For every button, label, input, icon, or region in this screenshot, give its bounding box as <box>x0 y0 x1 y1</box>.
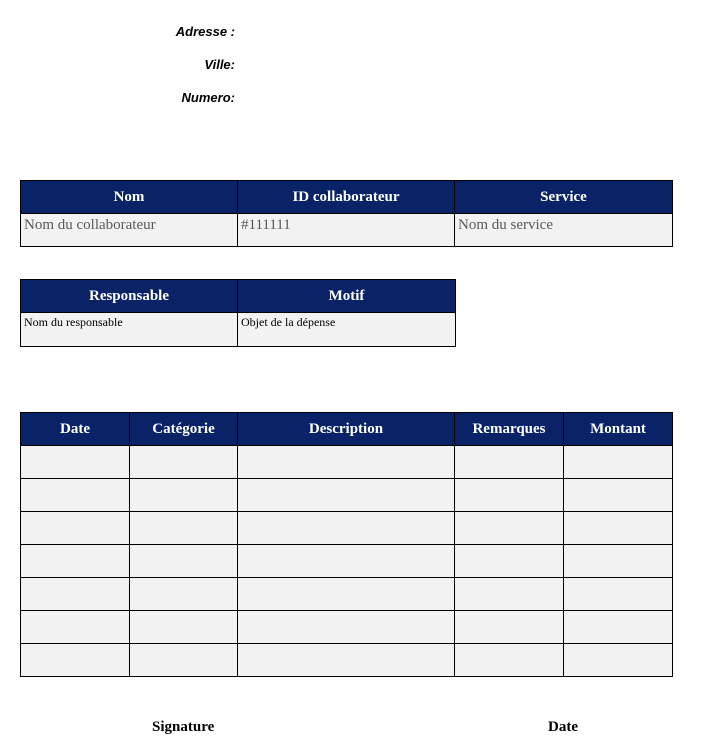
ville-label: Ville: <box>204 57 235 72</box>
header-categorie: Catégorie <box>130 413 238 446</box>
cell-montant[interactable] <box>564 611 673 644</box>
cell-categorie[interactable] <box>130 446 238 479</box>
table-row <box>21 479 673 512</box>
header-motif: Motif <box>238 280 456 313</box>
cell-remarques[interactable] <box>455 545 564 578</box>
header-montant: Montant <box>564 413 673 446</box>
cell-date[interactable] <box>21 479 130 512</box>
cell-description[interactable] <box>238 545 455 578</box>
employee-data-row <box>21 214 673 247</box>
cell-description[interactable] <box>238 479 455 512</box>
cell-date[interactable] <box>21 446 130 479</box>
table-row <box>21 512 673 545</box>
date-label: Date <box>548 719 578 735</box>
signature-label: Signature <box>152 719 215 735</box>
cell-montant[interactable] <box>564 644 673 677</box>
table-row <box>21 446 673 479</box>
cell-remarques[interactable] <box>455 446 564 479</box>
table-row <box>21 545 673 578</box>
cell-remarques[interactable] <box>455 578 564 611</box>
cell-date[interactable] <box>21 578 130 611</box>
header-date: Date <box>21 413 130 446</box>
header-id-collaborateur: ID collaborateur <box>238 181 455 214</box>
cell-date[interactable] <box>21 545 130 578</box>
header-description: Description <box>238 413 455 446</box>
cell-categorie[interactable] <box>130 578 238 611</box>
responsible-data-row <box>21 313 456 347</box>
cell-service[interactable]: Nom du service <box>455 214 673 247</box>
cell-date[interactable] <box>21 611 130 644</box>
cell-description[interactable] <box>238 644 455 677</box>
header-responsable: Responsable <box>21 280 238 313</box>
cell-remarques[interactable] <box>455 512 564 545</box>
cell-montant[interactable] <box>564 545 673 578</box>
responsible-table <box>20 279 456 347</box>
table-row <box>21 644 673 677</box>
cell-responsable[interactable]: Nom du responsable <box>21 313 238 347</box>
cell-categorie[interactable] <box>130 512 238 545</box>
cell-montant[interactable] <box>564 578 673 611</box>
header-remarques: Remarques <box>455 413 564 446</box>
cell-remarques[interactable] <box>455 479 564 512</box>
cell-montant[interactable] <box>564 512 673 545</box>
expense-header-row <box>21 413 673 446</box>
cell-categorie[interactable] <box>130 545 238 578</box>
cell-montant[interactable] <box>564 479 673 512</box>
cell-categorie[interactable] <box>130 644 238 677</box>
header-service: Service <box>455 181 673 214</box>
numero-label: Numero: <box>181 90 235 105</box>
cell-date[interactable] <box>21 644 130 677</box>
adresse-label: Adresse : <box>175 24 235 39</box>
cell-description[interactable] <box>238 446 455 479</box>
cell-date[interactable] <box>21 512 130 545</box>
cell-motif[interactable]: Objet de la dépense <box>238 313 456 347</box>
expense-table <box>20 412 673 677</box>
responsible-header-row <box>21 280 456 313</box>
cell-categorie[interactable] <box>130 479 238 512</box>
employee-info-table <box>20 180 673 247</box>
cell-description[interactable] <box>238 578 455 611</box>
table-row <box>21 578 673 611</box>
cell-remarques[interactable] <box>455 611 564 644</box>
cell-categorie[interactable] <box>130 611 238 644</box>
cell-remarques[interactable] <box>455 644 564 677</box>
cell-id-collaborateur[interactable]: #111111 <box>238 214 455 247</box>
cell-description[interactable] <box>238 611 455 644</box>
employee-header-row <box>21 181 673 214</box>
cell-montant[interactable] <box>564 446 673 479</box>
cell-nom[interactable]: Nom du collaborateur <box>21 214 238 247</box>
cell-description[interactable] <box>238 512 455 545</box>
header-nom: Nom <box>21 181 238 214</box>
table-row <box>21 611 673 644</box>
expense-rows <box>21 446 673 677</box>
